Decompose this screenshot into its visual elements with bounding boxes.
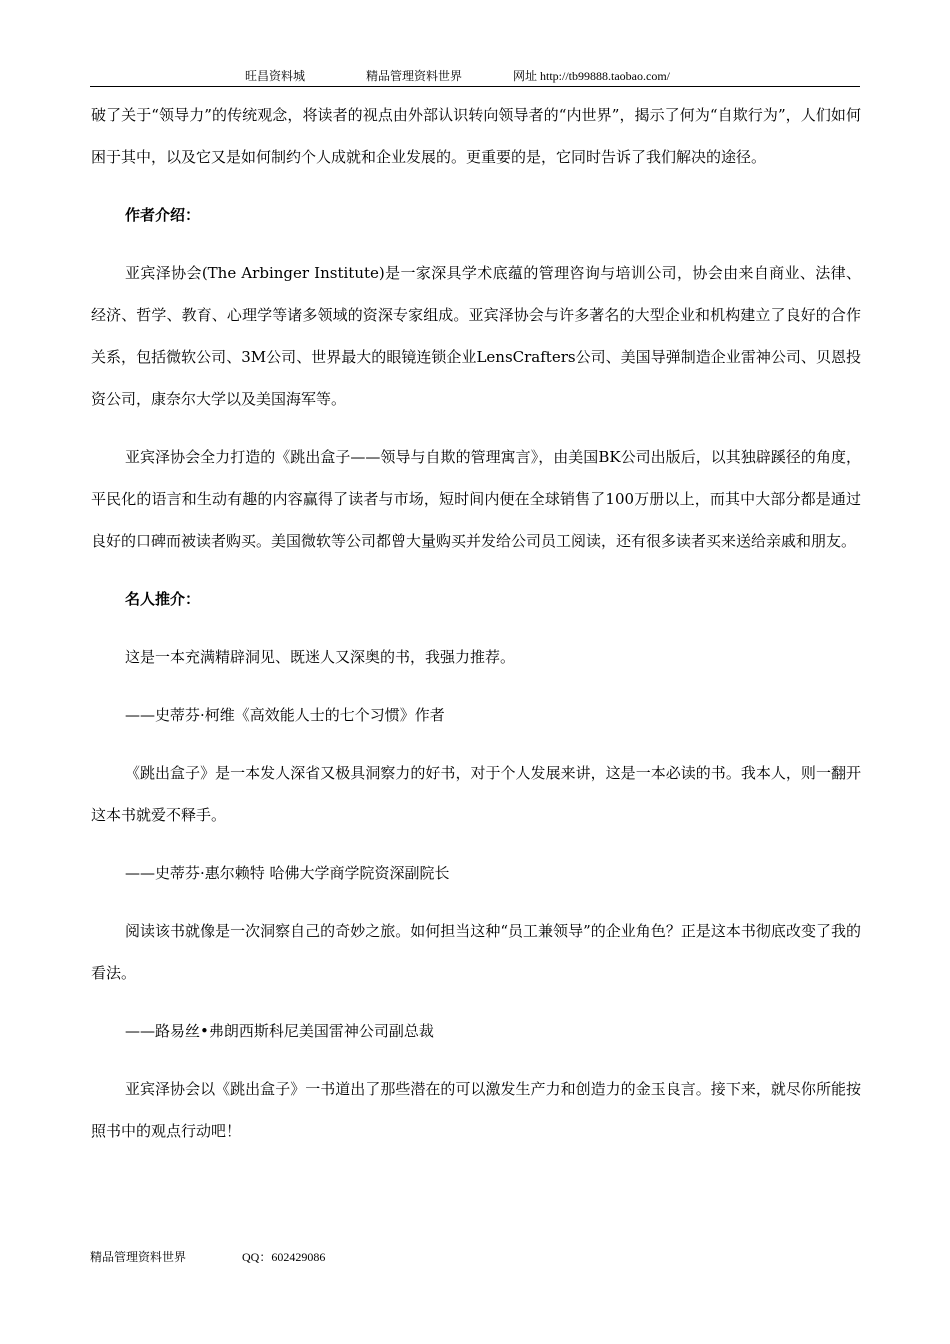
quote-2: 《跳出盒子》是一本发人深省又极具洞察力的好书，对于个人发展来讲，这是一本必读的书。我本人，则一翻开这本书就爱不释手。 — [91, 764, 861, 824]
attribution-3: ——路易丝•弗朗西斯科尼美国雷神公司副总裁 — [125, 1022, 434, 1040]
document-body — [91, 94, 861, 1168]
header-world-name: 精品管理资料世界 — [366, 69, 463, 83]
heading-recommend: 名人推介： — [125, 590, 201, 608]
attribution-2: ——史蒂芬·惠尔赖特 哈佛大学商学院资深副院长 — [125, 864, 450, 882]
page-header — [90, 64, 860, 87]
paragraph-intro-continued: 破了关于“领导力”的传统观念，将读者的视点由外部认识转向领导者的“内世界”，揭示了何为“自欺行为”，人们如何困于其中，以及它又是如何制约个人成就和企业发展的。更重要的是，它同时告诉了我们解决的途径。 — [91, 106, 861, 166]
quote-3: 阅读该书就像是一次洞察自己的奇妙之旅。如何担当这种“员工兼领导”的企业角色？正是这本书彻底改变了我的看法。 — [91, 922, 861, 982]
footer-world-name: 精品管理资料世界 — [90, 1250, 187, 1264]
header-url: 网址 http://tb99888.taobao.com/ — [513, 69, 670, 83]
attribution-1: ——史蒂芬·柯维《高效能人士的七个习惯》作者 — [125, 706, 445, 724]
quote-1: 这是一本充满精辟洞见、既迷人又深奥的书，我强力推荐。 — [125, 648, 516, 666]
paragraph-author: 亚宾泽协会(The Arbinger Institute)是一家深具学术底蕴的管理咨询与培训公司，协会由来自商业、法律、经济、哲学、教育、心理学等诸多领域的资深专家组成。亚宾泽协会与许多著名的大型企业和机构建立了良好的合作关系，包括微软公司、3M公司、世界最大的眼镜连锁企业LensCrafters公司、美国导弹制造企业雷神公司、贝恩投资公司，康奈尔大学以及美国海军等。 — [91, 264, 861, 408]
header-shop-name: 旺昌资料城 — [245, 69, 306, 83]
heading-author: 作者介绍： — [125, 206, 201, 224]
quote-4: 亚宾泽协会以《跳出盒子》一书道出了那些潜在的可以激发生产力和创造力的金玉良言。接下来，就尽你所能按照书中的观点行动吧！ — [91, 1080, 861, 1140]
footer-qq: QQ：602429086 — [242, 1250, 326, 1264]
paragraph-book-success: 亚宾泽协会全力打造的《跳出盒子——领导与自欺的管理寓言》，由美国BK公司出版后，以其独辟蹊径的角度，平民化的语言和生动有趣的内容赢得了读者与市场，短时间内便在全球销售了100万册以上，而其中大部分都是通过良好的口碑而被读者购买。美国微软等公司都曾大量购买并发给公司员工阅读，还有很多读者买来送给亲戚和朋友。 — [91, 448, 861, 550]
page-footer — [90, 1248, 325, 1265]
